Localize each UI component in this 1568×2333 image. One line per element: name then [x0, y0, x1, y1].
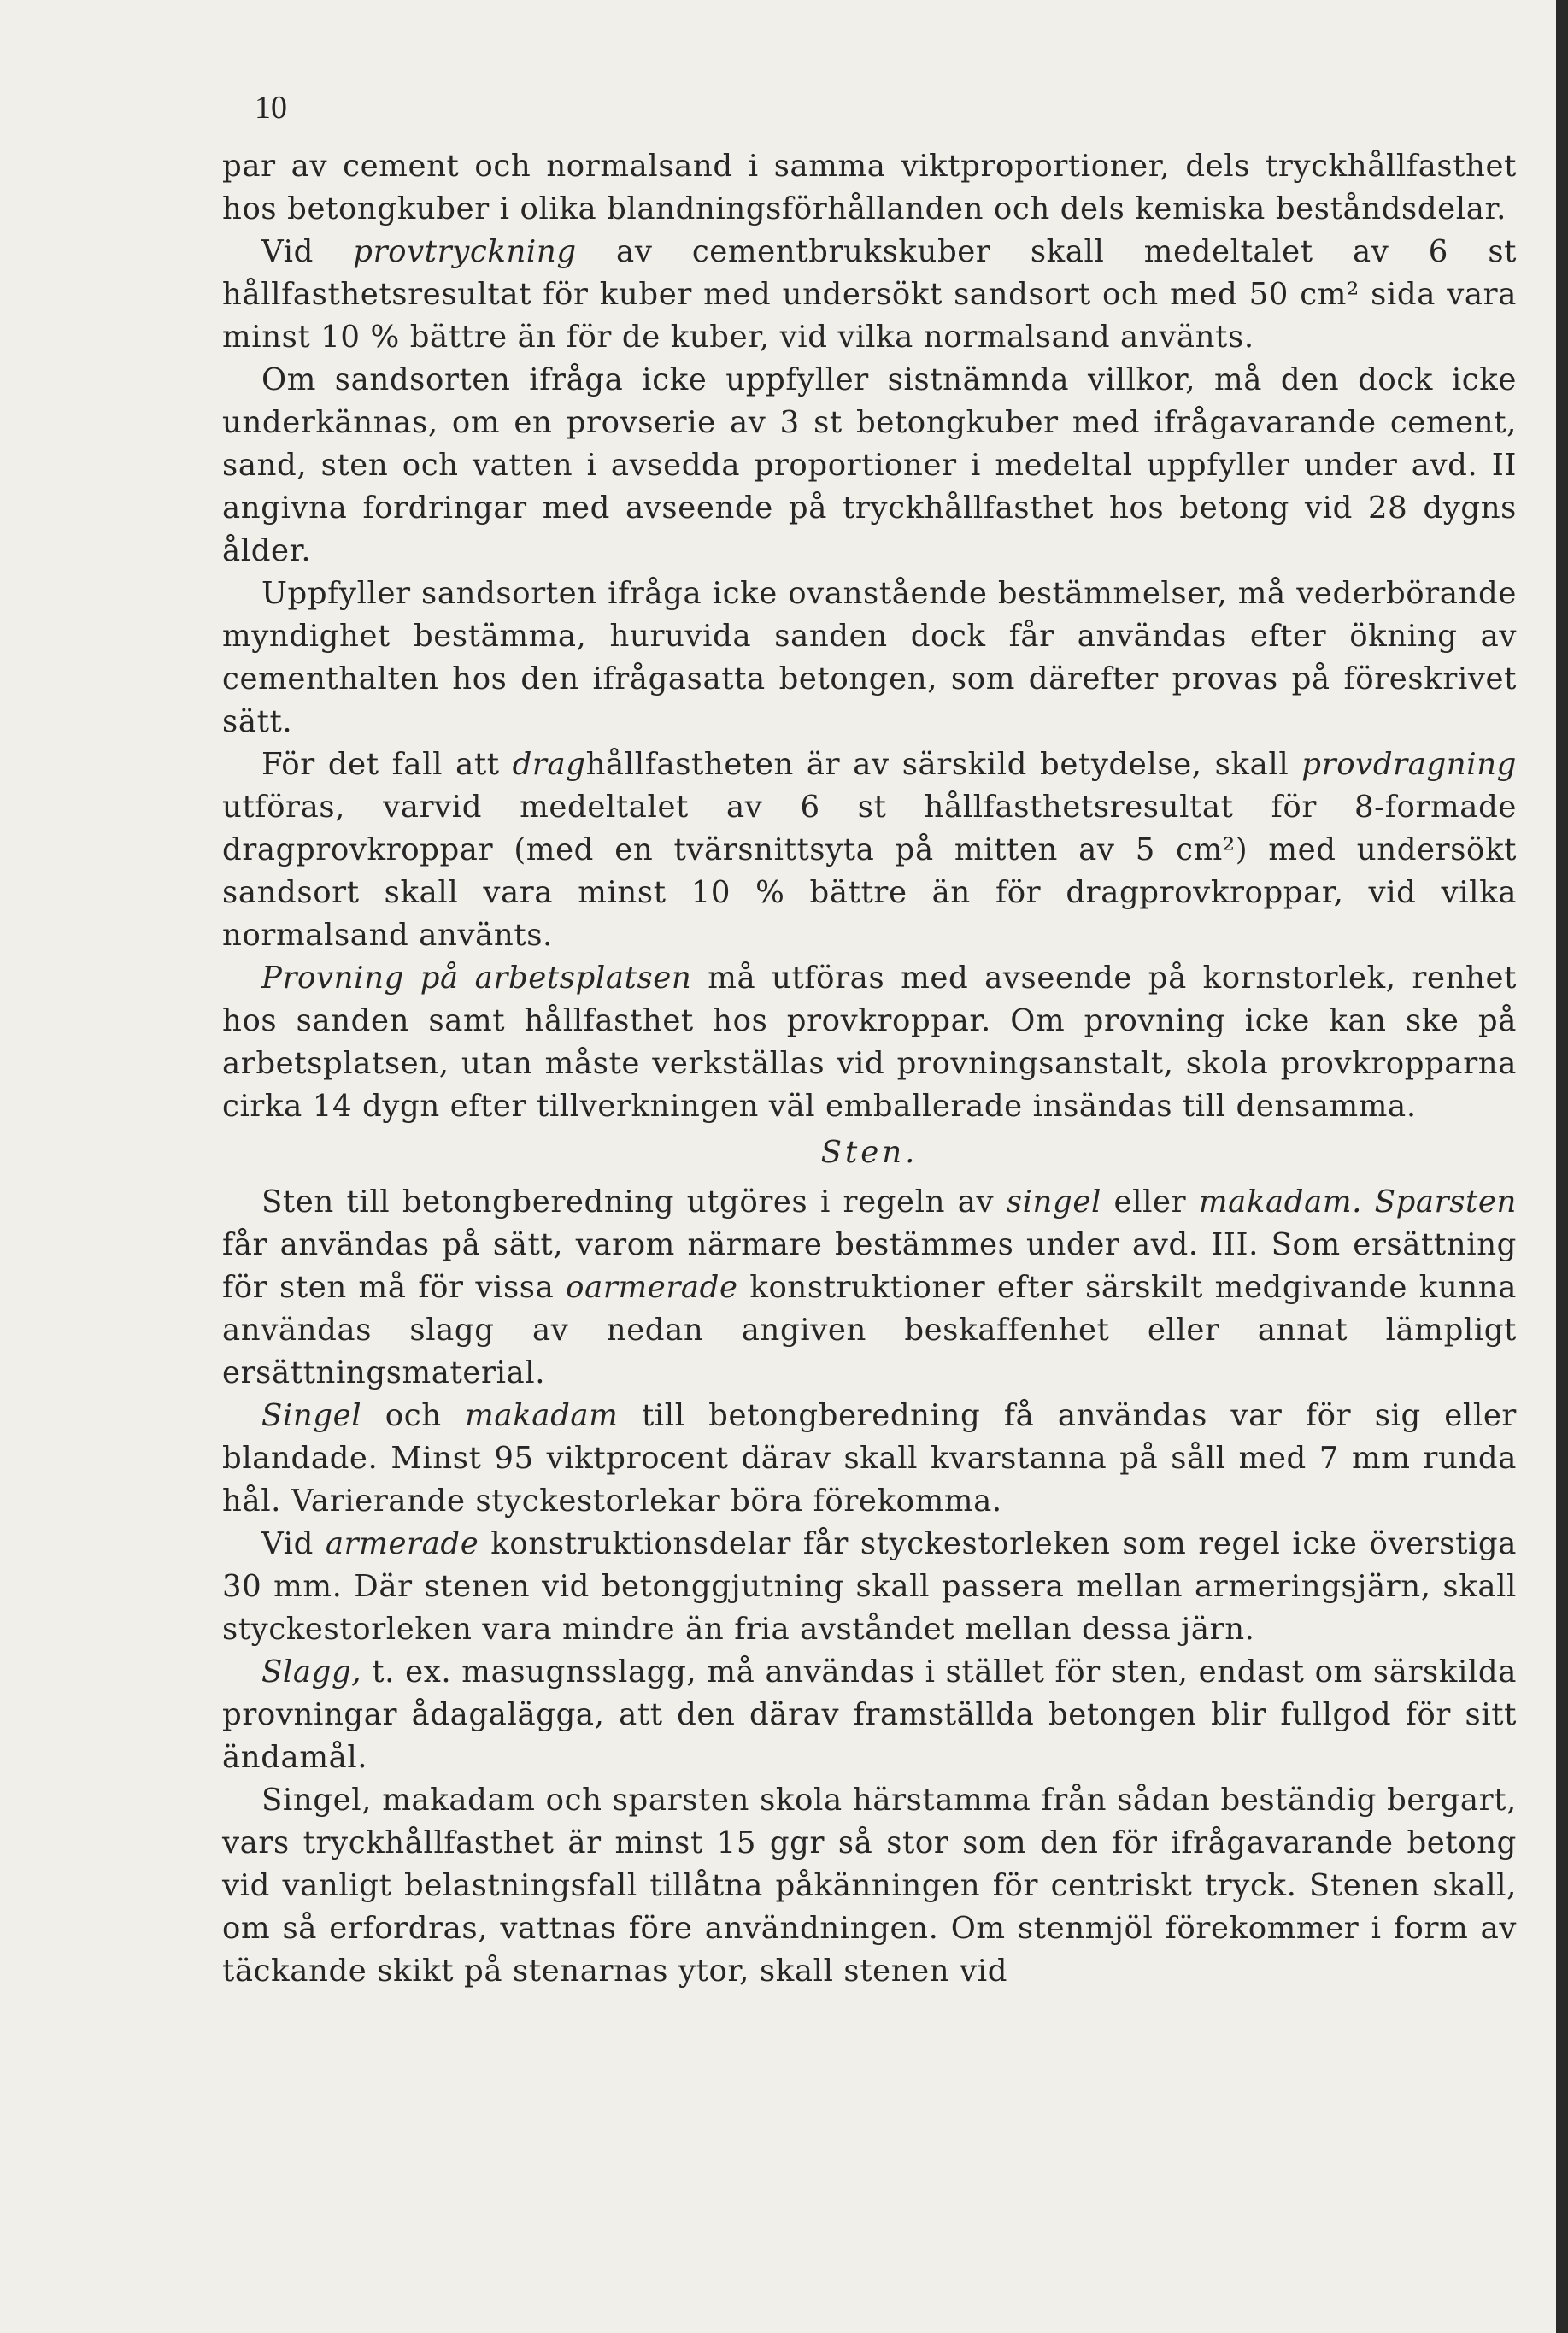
text-run: par av cement och normalsand i samma viktproportioner, dels tryckhållfasthet hos betongkuber i olika blandningsförhållanden och dels kemiska beståndsdelar. [222, 149, 1517, 226]
text-run: konstruktioner efter särskilt medgivande kunna användas slagg av nedan angiven beskaffenhet eller annat lämpligt ersättningsmaterial. [222, 1270, 1517, 1390]
paragraph [222, 231, 1517, 359]
text-run: Om sandsorten ifråga icke uppfyller sistnämnda villkor, må den dock icke underkännas, om en provserie av 3 st betongkuber med ifrågavarande cement, sand, sten och vatten i avsedda proportioner i medeltal uppfyller under avd. II angivna fordringar med avseende på tryckhållfasthet hos betong vid 28 dygns ålder. [222, 362, 1517, 568]
text-run: utföras, varvid medeltalet av 6 st hållfasthetsresultat för 8-formade dragprovkroppar (med en tvärsnittsyta på mitten av 5 cm²) med undersökt sandsort skall vara minst 10 % bättre än för dragprovkroppar, vid vilka normalsand använts. [222, 790, 1517, 953]
text-run: Vid [261, 1526, 326, 1561]
paragraph [222, 957, 1517, 1128]
scan-edge [1556, 0, 1568, 2333]
text-run: hållfastheten är av särskild betydelse, skall [585, 747, 1302, 782]
text-run: t. ex. masugnsslagg, må användas i stället för sten, endast om särskilda provningar ådagalägga, att den därav framställda betongen blir fullgod för sitt ändamål. [222, 1654, 1517, 1775]
italic-term: makadam [465, 1398, 619, 1433]
italic-term: drag [512, 747, 586, 782]
italic-term: provdragning [1301, 747, 1518, 782]
text-run: och [361, 1398, 466, 1433]
text-run: Singel, makadam och sparsten skola härstamma från sådan beständig bergart, vars tryckhållfasthet är minst 15 ggr så stor som den för ifrågavarande betong vid vanligt belastningsfall tillåtna påkänningen för centriskt tryck. Stenen skall, om så erfordras, vattnas före användningen. Om stenmjöl förekommer i form av täckande skikt på stenarnas ytor, skall stenen vid [222, 1783, 1517, 1989]
paragraph [222, 1523, 1517, 1651]
paragraph [222, 1779, 1517, 1993]
text-run: eller [1101, 1184, 1199, 1219]
paragraph [222, 1181, 1517, 1395]
italic-term: Singel [261, 1398, 362, 1433]
text-run: Vid [261, 234, 354, 269]
italic-term: armerade [325, 1526, 479, 1561]
text-run: Uppfyller sandsorten ifråga icke ovanstående bestämmelser, må vederbörande myndighet bestämma, huruvida sanden dock får användas efter ökning av cementhalten hos den ifrågasatta betongen, som därefter provas på föreskrivet sätt. [222, 576, 1517, 739]
paragraph [222, 743, 1517, 957]
text-run: konstruktionsdelar får styckestorleken som regel icke överstiga 30 mm. Där stenen vid betonggjutning skall passera mellan armeringsjärn, skall styckestorleken vara mindre än fria avståndet mellan dessa järn. [222, 1526, 1517, 1647]
body-text [222, 145, 1517, 1993]
italic-term: oarmerade [566, 1270, 738, 1305]
page-number: 10 [255, 90, 287, 126]
text-run: av cementbrukskuber skall medeltalet av 6 st hållfasthetsresultat för kuber med undersökt sandsort och med 50 cm² sida vara minst 10 % bättre än för de kuber, vid vilka normalsand använts. [222, 234, 1518, 355]
italic-term: singel [1006, 1184, 1101, 1219]
paragraph [222, 145, 1517, 231]
text-run: Sten till betongberedning utgöres i regeln av [261, 1184, 1007, 1219]
paragraph [222, 359, 1517, 573]
italic-term: Provning på arbetsplatsen [261, 961, 692, 996]
text-run: må utföras med avseende på kornstorlek, renhet hos sanden samt hållfasthet hos provkroppar. Om provning icke kan ske på arbetsplatsen, utan måste verkställas vid provningsanstalt, skola provkropparna cirka 14 dygn efter tillverkningen väl emballerade insändas till densamma. [222, 961, 1517, 1124]
paragraph [222, 1651, 1517, 1779]
italic-term: provtryckning [353, 234, 577, 269]
italic-term: Slagg, [261, 1654, 362, 1690]
paragraph [222, 573, 1517, 743]
section-heading: Sten. [820, 1135, 919, 1170]
text-run: till betongberedning få användas var för sig eller blandade. Minst 95 viktprocent därav skall kvarstanna på såll med 7 mm runda hål. Varierande styckestorlekar böra förekomma. [222, 1398, 1518, 1519]
text-run [1362, 1184, 1375, 1219]
text-run: För det fall att [261, 747, 513, 782]
text-run: får användas på sätt, varom närmare bestämmes under avd. III. Som ersättning för sten må för vissa [222, 1227, 1517, 1305]
italic-term: makadam. [1198, 1184, 1363, 1219]
paragraph [222, 1395, 1517, 1523]
italic-term: Sparsten [1374, 1184, 1517, 1219]
